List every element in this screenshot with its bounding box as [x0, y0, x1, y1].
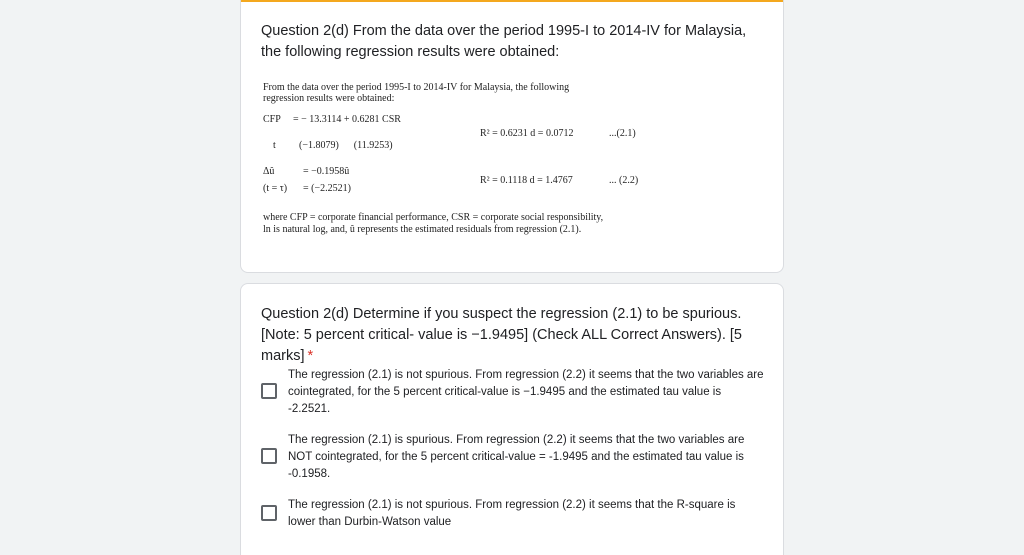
eq2-t-label: (t = τ) — [263, 183, 288, 194]
checkbox[interactable] — [261, 448, 277, 464]
eq2-label: Δû — [263, 166, 275, 177]
eq1-t-label: t — [273, 140, 276, 151]
eq2-stats: R² = 0.1118 d = 1.4767 — [480, 175, 573, 186]
eq1-t-values: (−1.8079) (11.9253) — [299, 140, 393, 151]
eq2-ref: ... (2.2) — [609, 175, 639, 186]
checkbox-option[interactable] — [261, 432, 771, 484]
eq2-t-value: = (−2.2521) — [303, 183, 351, 194]
checkbox[interactable] — [261, 505, 277, 521]
question-title — [261, 304, 766, 367]
question-title: Question 2(d) From the data over the period 1995-I to 2014-IV for Malaysia, the following regression results were obtained: — [261, 23, 747, 60]
checkbox-option-label[interactable]: The regression (2.1) is spurious. From regression (2.2) it seems that the two variables are NOT cointegrated, for the 5 percent critical-value = -1.9495 and the estimated tau value is -0.1958. — [288, 434, 745, 480]
question-card-spurious-regression — [240, 283, 784, 555]
eq2-rhs: = −0.1958û — [303, 166, 350, 177]
required-asterisk: * — [307, 348, 314, 364]
figure-note-line: where CFP = corporate financial performance, CSR = corporate social responsibility, — [263, 212, 604, 223]
card-accent-bar — [241, 0, 783, 3]
checkbox-option-label[interactable]: The regression (2.1) is not spurious. From regression (2.2) it seems that the R-square is lower than Durbin-Watson value — [288, 499, 736, 528]
eq1-label: CFP — [263, 114, 281, 125]
eq1-stats: R² = 0.6231 d = 0.0712 — [480, 128, 574, 139]
regression-results-figure — [263, 82, 653, 252]
checkbox-option[interactable] — [261, 497, 771, 533]
checkbox[interactable] — [261, 383, 277, 399]
figure-intro-line: regression results were obtained: — [263, 93, 395, 104]
checkbox-option[interactable] — [261, 367, 771, 419]
figure-intro-line: From the data over the period 1995-I to 2014-IV for Malaysia, the following — [263, 82, 570, 93]
eq1-rhs: = − 13.3114 + 0.6281 CSR — [293, 114, 401, 125]
question-title-text: Question 2(d) Determine if you suspect the regression (2.1) to be spurious. [Note: 5 percent critical- value is −1.9495] (Check ALL Correct Answers). [5 marks] — [261, 306, 742, 364]
eq1-ref: ...(2.1) — [609, 128, 636, 139]
checkbox-option-label[interactable]: The regression (2.1) is not spurious. From regression (2.2) it seems that the two variables are cointegrated, for the 5 percent critical-value is −1.9495 and the estimated tau value is -2.2521. — [288, 369, 764, 415]
figure-note-line: ln is natural log, and, û represents the estimated residuals from regression (2.1). — [263, 224, 582, 235]
question-card-regression-results — [240, 0, 784, 273]
